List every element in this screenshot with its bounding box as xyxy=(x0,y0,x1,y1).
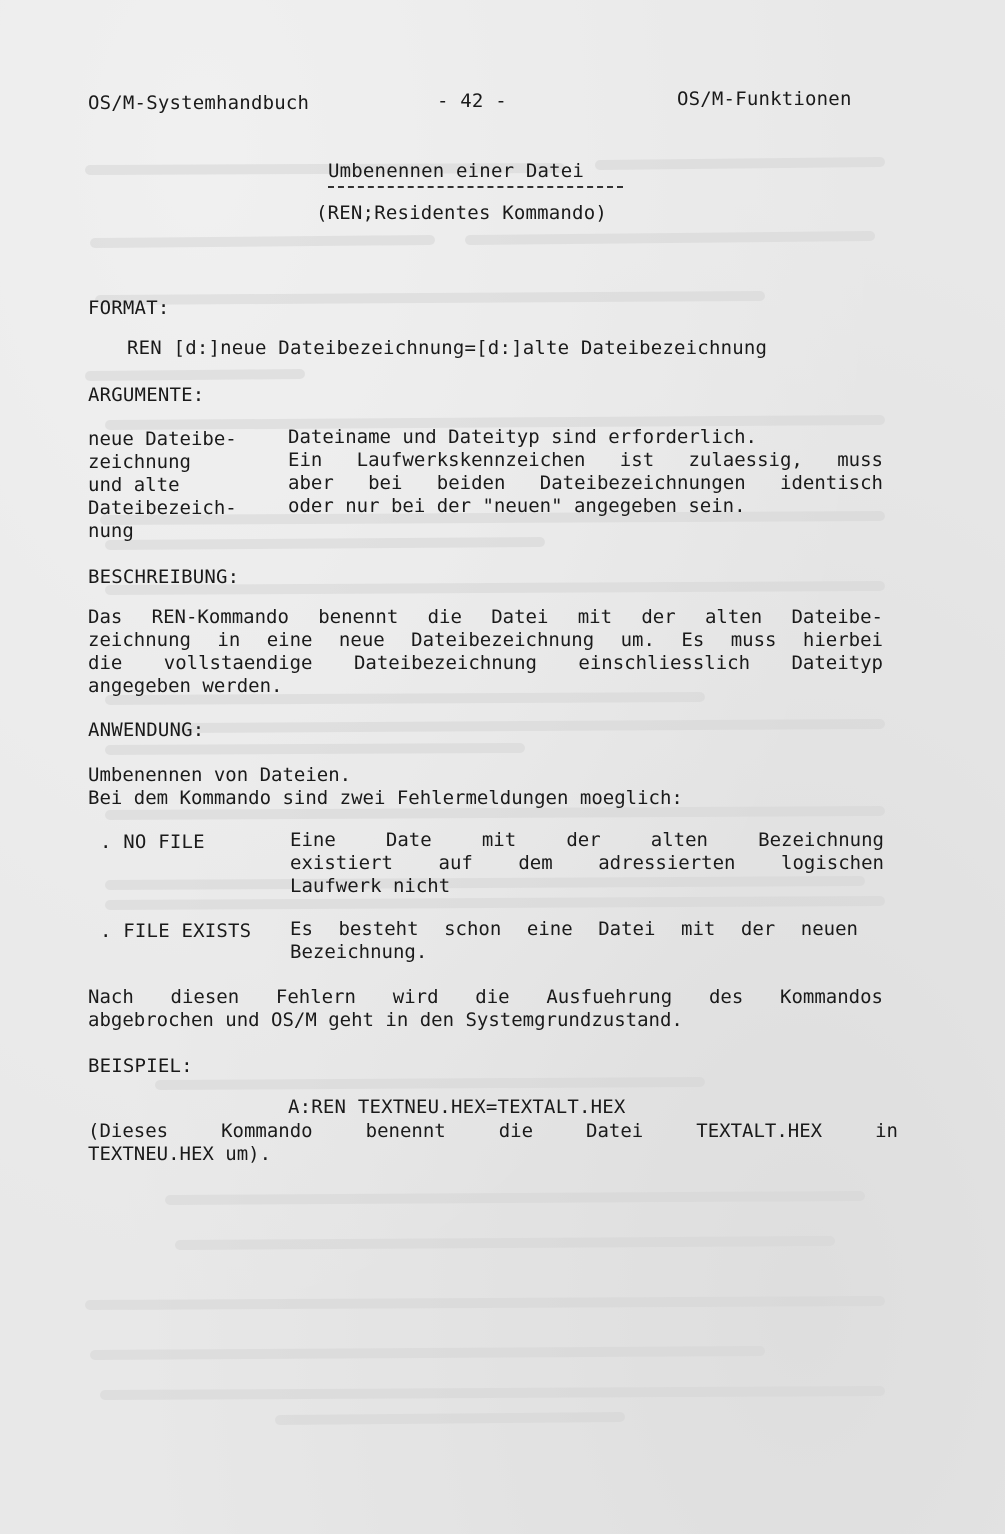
error-desc-no-file xyxy=(290,829,884,898)
paragraph-line: abgebrochen und OS/M geht in den Systemgrundzustand. xyxy=(88,1009,683,1031)
argument-term-line: neue Dateibe- xyxy=(88,428,237,450)
title-underline xyxy=(328,186,623,188)
argument-term-line: nung xyxy=(88,520,134,542)
argument-desc-line: Ein Laufwerkskennzeichen ist zulaessig, muss xyxy=(288,449,883,471)
argument-description xyxy=(288,426,883,518)
example-explanation xyxy=(88,1120,898,1166)
argument-desc-line: Dateiname und Dateityp sind erforderlich. xyxy=(288,426,757,448)
anwendung-heading: ANWENDUNG: xyxy=(88,719,205,741)
argument-term xyxy=(88,428,278,543)
error-desc-line: Eine Date mit der alten Bezeichnung xyxy=(290,829,884,851)
example-command: A:REN TEXTNEU.HEX=TEXTALT.HEX xyxy=(288,1096,626,1118)
beschreibung-heading: BESCHREIBUNG: xyxy=(88,566,240,588)
paragraph-line: (Dieses Kommando benennt die Datei TEXTALT.HEX in xyxy=(88,1120,898,1142)
section-title: Umbenennen einer Datei xyxy=(328,160,585,182)
section-subtitle: (REN;Residentes Kommando) xyxy=(316,202,607,224)
argument-desc-line: aber bei beiden Dateibezeichnungen identisch xyxy=(288,472,883,494)
paragraph-line: die vollstaendige Dateibezeichnung einschliesslich Dateityp xyxy=(88,652,883,674)
anwendung-after-paragraph xyxy=(88,986,883,1032)
argumente-heading: ARGUMENTE: xyxy=(88,384,205,406)
beschreibung-paragraph xyxy=(88,606,883,698)
paragraph-line: Umbenennen von Dateien. xyxy=(88,764,352,786)
argument-term-line: Dateibezeich- xyxy=(88,497,237,519)
running-header-right: OS/M-Funktionen xyxy=(677,88,852,110)
argument-term-line: und alte xyxy=(88,474,180,496)
paragraph-line: TEXTNEU.HEX um). xyxy=(88,1143,272,1165)
beispiel-heading: BEISPIEL: xyxy=(88,1055,193,1077)
error-code-file-exists: . FILE EXISTS xyxy=(100,920,252,942)
error-desc-line: Bezeichnung. xyxy=(290,941,428,963)
argument-term-line: zeichnung xyxy=(88,451,191,473)
paragraph-line: Bei dem Kommando sind zwei Fehlermeldungen moeglich: xyxy=(88,787,683,809)
running-header-left: OS/M-Systemhandbuch xyxy=(88,92,310,114)
page-number: - 42 - xyxy=(437,90,507,112)
format-syntax: REN [d:]neue Dateibezeichnung=[d:]alte Dateibezeichnung xyxy=(127,337,768,359)
error-code-no-file: . NO FILE xyxy=(100,831,205,853)
paragraph-line: zeichnung in eine neue Dateibezeichnung um. Es muss hierbei xyxy=(88,629,883,651)
error-desc-line: existiert auf dem adressierten logischen xyxy=(290,852,884,874)
error-desc-file-exists xyxy=(290,918,858,964)
error-desc-line: Es besteht schon eine Datei mit der neuen xyxy=(290,918,858,940)
format-heading: FORMAT: xyxy=(88,297,170,319)
paragraph-line: angegeben werden. xyxy=(88,675,283,697)
argument-desc-line: oder nur bei der "neuen" angegeben sein. xyxy=(288,495,746,517)
error-desc-line: Laufwerk nicht xyxy=(290,875,451,897)
anwendung-paragraph xyxy=(88,764,883,810)
paragraph-line: Nach diesen Fehlern wird die Ausfuehrung des Kommandos xyxy=(88,986,883,1008)
paragraph-line: Das REN-Kommando benennt die Datei mit der alten Dateibe- xyxy=(88,606,883,628)
